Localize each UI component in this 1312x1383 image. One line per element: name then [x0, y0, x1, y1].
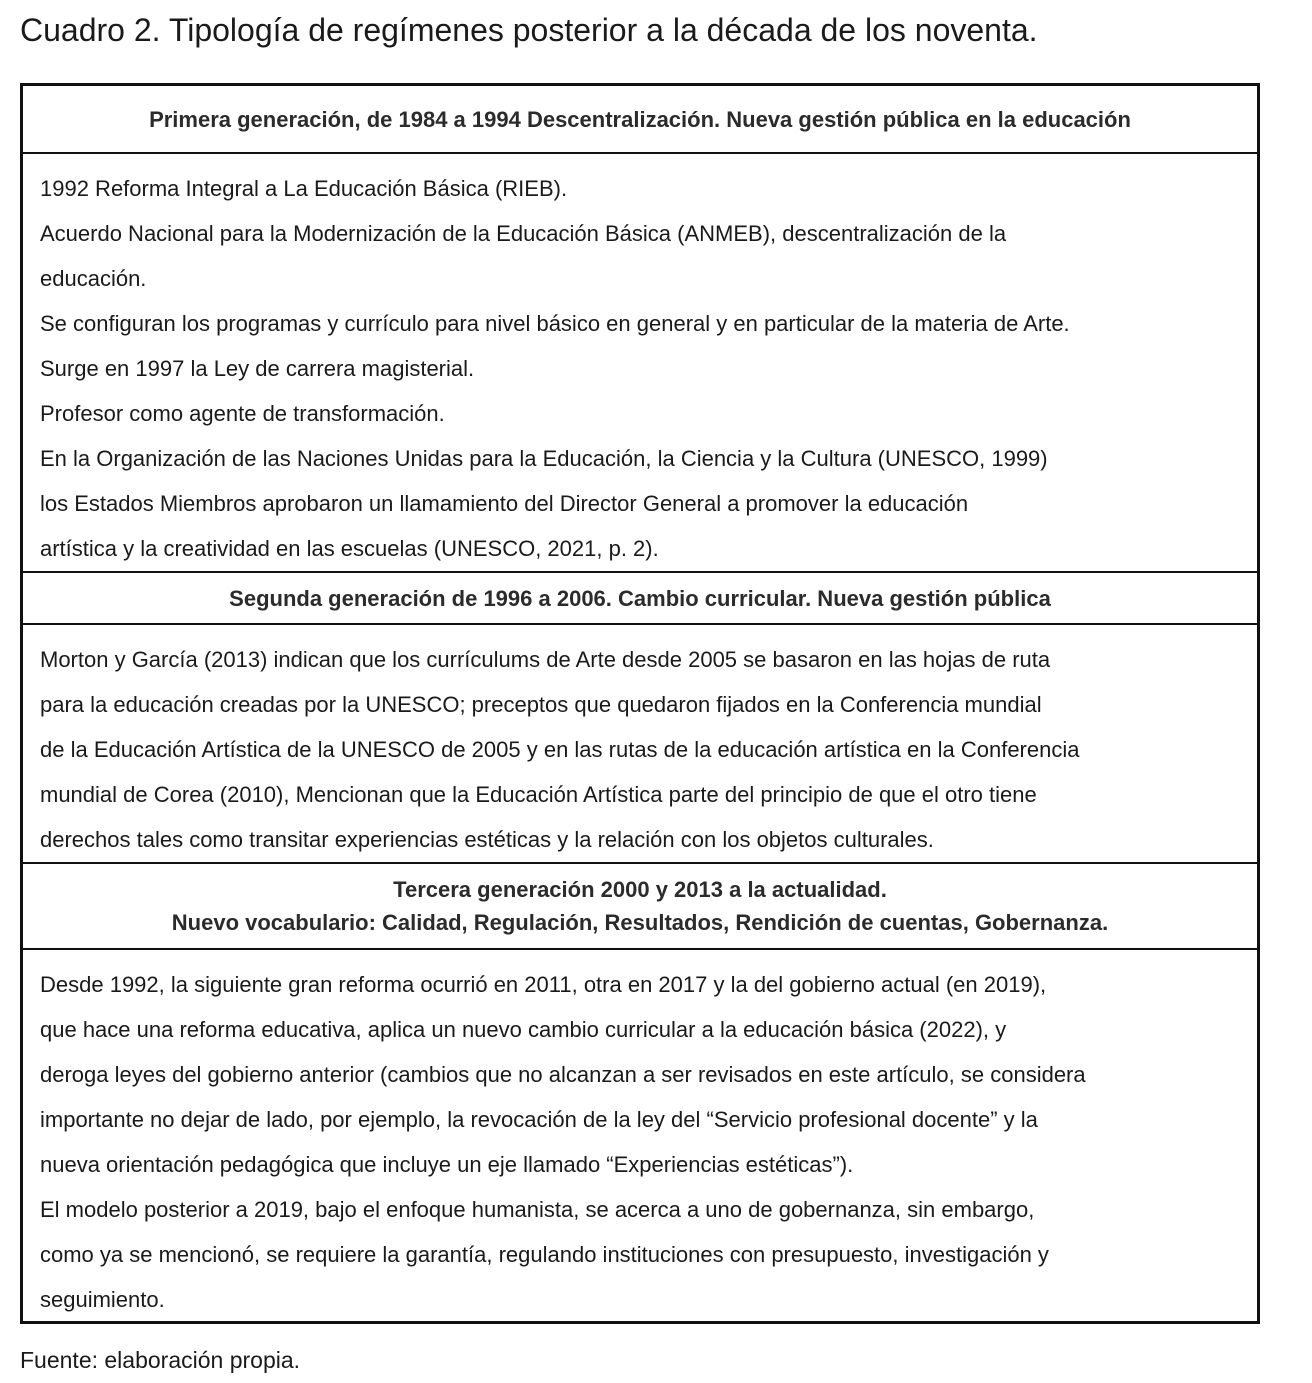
body-line: importante no dejar de lado, por ejemplo, la revocación de la ley del “Servicio profesional docente” y la — [40, 1107, 1038, 1132]
body-line: artística y la creatividad en las escuelas (UNESCO, 2021, p. 2). — [40, 536, 659, 561]
source-note: Fuente: elaboración propia. — [20, 1347, 301, 1373]
body-line: nueva orientación pedagógica que incluye un eje llamado “Experiencias estéticas”). — [40, 1152, 854, 1177]
body-line: Morton y García (2013) indican que los currículums de Arte desde 2005 se basaron en las hojas de ruta — [40, 647, 1051, 672]
body-line: 1992 Reforma Integral a La Educación Básica (RIEB). — [40, 176, 568, 201]
body-line: de la Educación Artística de la UNESCO de 2005 y en las rutas de la educación artística en la Conferencia — [40, 737, 1080, 762]
body-line: para la educación creadas por la UNESCO; preceptos que quedaron fijados en la Conferencia mundial — [40, 692, 1042, 717]
section-heading-first-generation — [23, 86, 1257, 154]
body-line: Desde 1992, la siguiente gran reforma ocurrió en 2011, otra en 2017 y la del gobierno actual (en 2019), — [40, 972, 1047, 997]
heading-line: Primera generación, de 1984 a 1994 Descentralización. Nueva gestión pública en la educación — [149, 106, 1131, 132]
body-line: seguimiento. — [40, 1287, 165, 1312]
section-heading-second-generation — [23, 573, 1257, 625]
body-line: que hace una reforma educativa, aplica un nuevo cambio curricular a la educación básica (2022), y — [40, 1017, 1007, 1042]
body-line: Surge en 1997 la Ley de carrera magisterial. — [40, 356, 475, 381]
body-line: El modelo posterior a 2019, bajo el enfoque humanista, se acerca a uno de gobernanza, sin embargo, — [40, 1197, 1035, 1222]
body-line: deroga leyes del gobierno anterior (cambios que no alcanzan a ser revisados en este artículo, se considera — [40, 1062, 1086, 1087]
body-line: los Estados Miembros aprobaron un llamamiento del Director General a promover la educación — [40, 491, 969, 516]
body-line: Profesor como agente de transformación. — [40, 401, 445, 426]
heading-line: Tercera generación 2000 y 2013 a la actualidad. — [393, 877, 887, 902]
body-line: derechos tales como transitar experiencias estéticas y la relación con los objetos culturales. — [40, 827, 934, 852]
section-heading-third-generation — [23, 864, 1257, 950]
body-line: mundial de Corea (2010), Mencionan que la Educación Artística parte del principio de que el otro tiene — [40, 782, 1037, 807]
body-line: educación. — [40, 266, 147, 291]
body-line: Acuerdo Nacional para la Modernización de la Educación Básica (ANMEB), descentralización de la — [40, 221, 1007, 246]
heading-line: Segunda generación de 1996 a 2006. Cambio curricular. Nueva gestión pública — [229, 585, 1051, 611]
body-line: En la Organización de las Naciones Unidas para la Educación, la Ciencia y la Cultura (UNESCO, 1999) — [40, 446, 1048, 471]
heading-line: Nuevo vocabulario: Calidad, Regulación, Resultados, Rendición de cuentas, Gobernanza. — [171, 910, 1109, 935]
section-body-second-generation — [23, 625, 1257, 864]
typology-table — [20, 83, 1260, 1324]
section-body-first-generation — [23, 154, 1257, 573]
body-line: como ya se mencionó, se requiere la garantía, regulando instituciones con presupuesto, investigación y — [40, 1242, 1049, 1267]
body-line: Se configuran los programas y currículo para nivel básico en general y en particular de la materia de Arte. — [40, 311, 1070, 336]
section-body-third-generation — [23, 950, 1257, 1321]
table-caption: Cuadro 2. Tipología de regímenes posterior a la década de los noventa. — [20, 12, 1038, 48]
